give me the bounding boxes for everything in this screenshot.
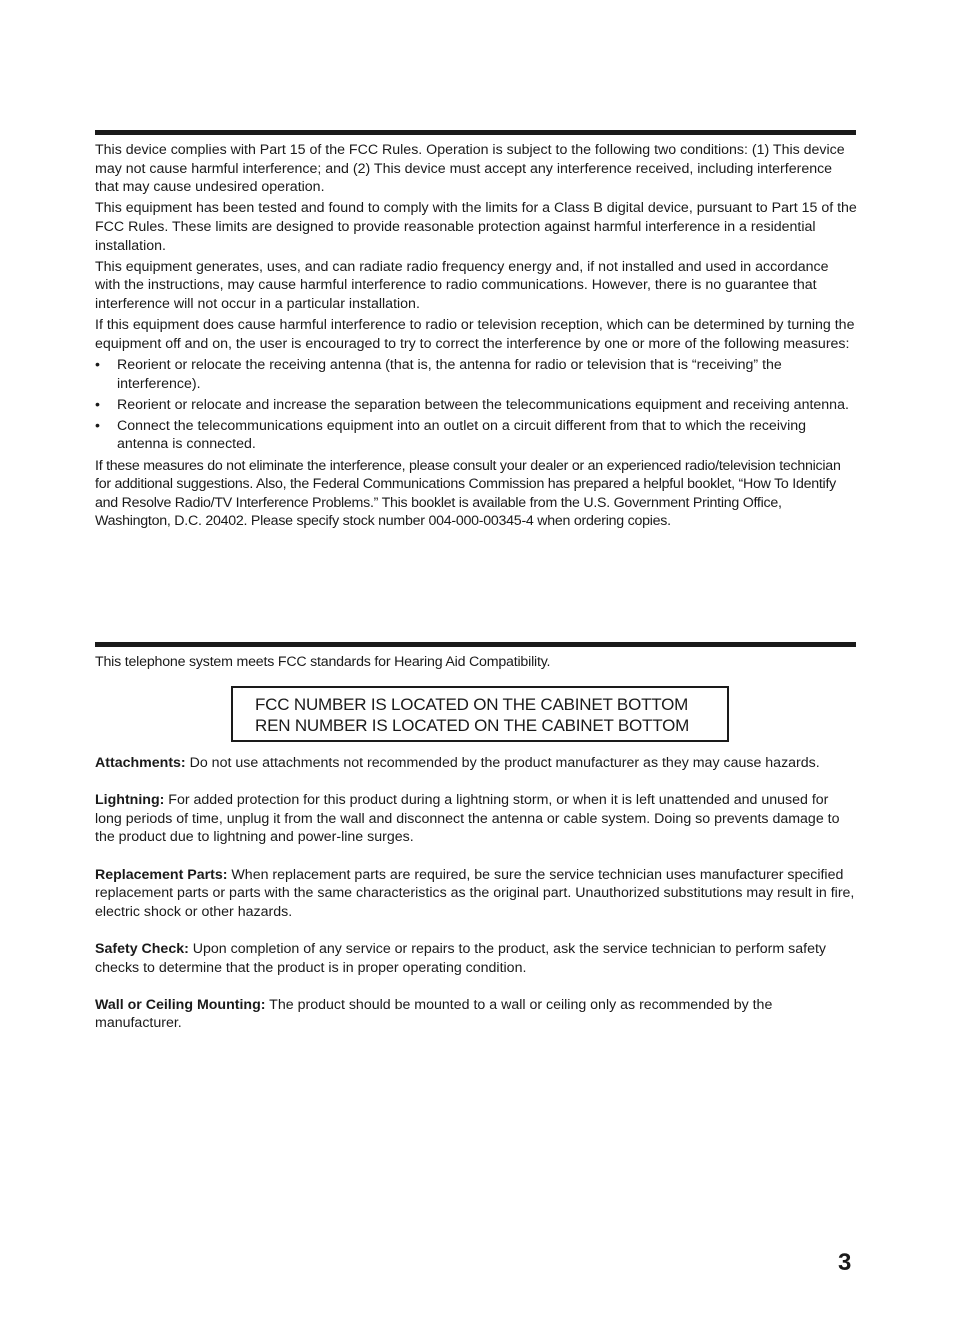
safety-instructions-section (95, 754, 857, 1033)
fcc-paragraph-3: This equipment generates, uses, and can radiate radio frequency energy and, if not installed and used in accordance with the instructions, may cause harmful interference to radio communications. However, there is no guarantee that interference will not occur in a particular installation. (95, 258, 829, 312)
interference-measures-list (95, 356, 857, 454)
list-item (95, 396, 857, 415)
spacer (95, 977, 857, 996)
page-number: 3 (838, 1249, 852, 1276)
fcc-paragraph-1: This device complies with Part 15 of the FCC Rules. Operation is subject to the following two conditions: (1) This device may not cause harmful interference; and (2) This device must accept any interference received, including interference that may cause undesired operation. (95, 142, 845, 196)
fcc-compliance-section (95, 141, 857, 534)
measure-text: Connect the telecommunications equipment into an outlet on a circuit different from that to which the receiving antenna is connected. (117, 417, 807, 453)
measure-text: Reorient or relocate the receiving antenna (that is, the antenna for radio or television that is “receiving” the interference). (117, 356, 782, 392)
replacement-parts-label: Replacement Parts: (95, 866, 228, 883)
fcc-number-notice: FCC NUMBER IS LOCATED ON THE CABINET BOTTOM (255, 695, 689, 714)
list-item (95, 356, 857, 393)
spacer (95, 847, 857, 866)
lightning-text: For added protection for this product during a lightning storm, or when it is left unattended and unused for long periods of time, unplug it from the wall and disconnect the antenna or cable system. Doing so prevents damage to the product due to lightning and power-line surges. (95, 792, 840, 846)
bullet-icon: • (95, 356, 100, 373)
spacer (95, 921, 857, 940)
hearing-aid-compatibility-text: This telephone system meets FCC standards for Hearing Aid Compatibility. (95, 654, 551, 670)
wall-ceiling-mounting-text: The product should be mounted to a wall or ceiling only as recommended by the manufacturer. (95, 996, 773, 1032)
section-divider-top (95, 130, 856, 135)
fcc-paragraph-2: This equipment has been tested and found to comply with the limits for a Class B digital device, pursuant to Part 15 of the FCC Rules. These limits are designed to provide reasonable protection against harmful interference in a residential installation. (95, 200, 857, 254)
attachments-item (95, 754, 857, 773)
attachments-text: Do not use attachments not recommended by the product manufacturer as they may cause hazards. (185, 755, 820, 771)
bullet-icon: • (95, 417, 100, 434)
replacement-parts-item (95, 866, 857, 922)
ren-number-notice: REN NUMBER IS LOCATED ON THE CABINET BOTTOM (255, 716, 690, 735)
safety-check-text: Upon completion of any service or repairs to the product, ask the service technician to perform safety checks to determine that the product is in proper operating condition. (95, 940, 827, 976)
safety-check-label: Safety Check: (95, 940, 189, 957)
replacement-parts-text: When replacement parts are required, be sure the service technician uses manufacturer specified replacement parts or parts with the same characteristics as the original part. Unauthorized substitutions may result in fire, electric shock or other hazards. (95, 866, 855, 920)
wall-ceiling-mounting-item (95, 996, 857, 1033)
fcc-paragraph-4: If this equipment does cause harmful interference to radio or television reception, which can be determined by turning the equipment off and on, the user is encouraged to try to correct the interference by one or more of the following measures: (95, 317, 855, 352)
section-divider-middle (95, 642, 856, 647)
list-item (95, 417, 857, 454)
lightning-item (95, 791, 857, 847)
lightning-label: Lightning: (95, 792, 165, 809)
wall-ceiling-mounting-label: Wall or Ceiling Mounting: (95, 996, 266, 1013)
spacer (95, 773, 857, 792)
measure-text: Reorient or relocate and increase the separation between the telecommunications equipment and receiving antenna. (117, 396, 849, 413)
bullet-icon: • (95, 396, 100, 413)
safety-check-item (95, 940, 857, 977)
fcc-ren-notice-box (231, 686, 729, 742)
attachments-label: Attachments: (95, 755, 186, 771)
fcc-paragraph-5: If these measures do not eliminate the interference, please consult your dealer or an experienced radio/television technician for additional suggestions. Also, the Federal Communications Commission has prepared a helpful booklet, “How To Identify and Resolve Radio/TV Interference Problems.” This booklet is available from the U.S. Government Printing Office, Washington, D.C. 20402. Please specify stock number 004-000-00345-4 when ordering copies. (95, 457, 841, 530)
